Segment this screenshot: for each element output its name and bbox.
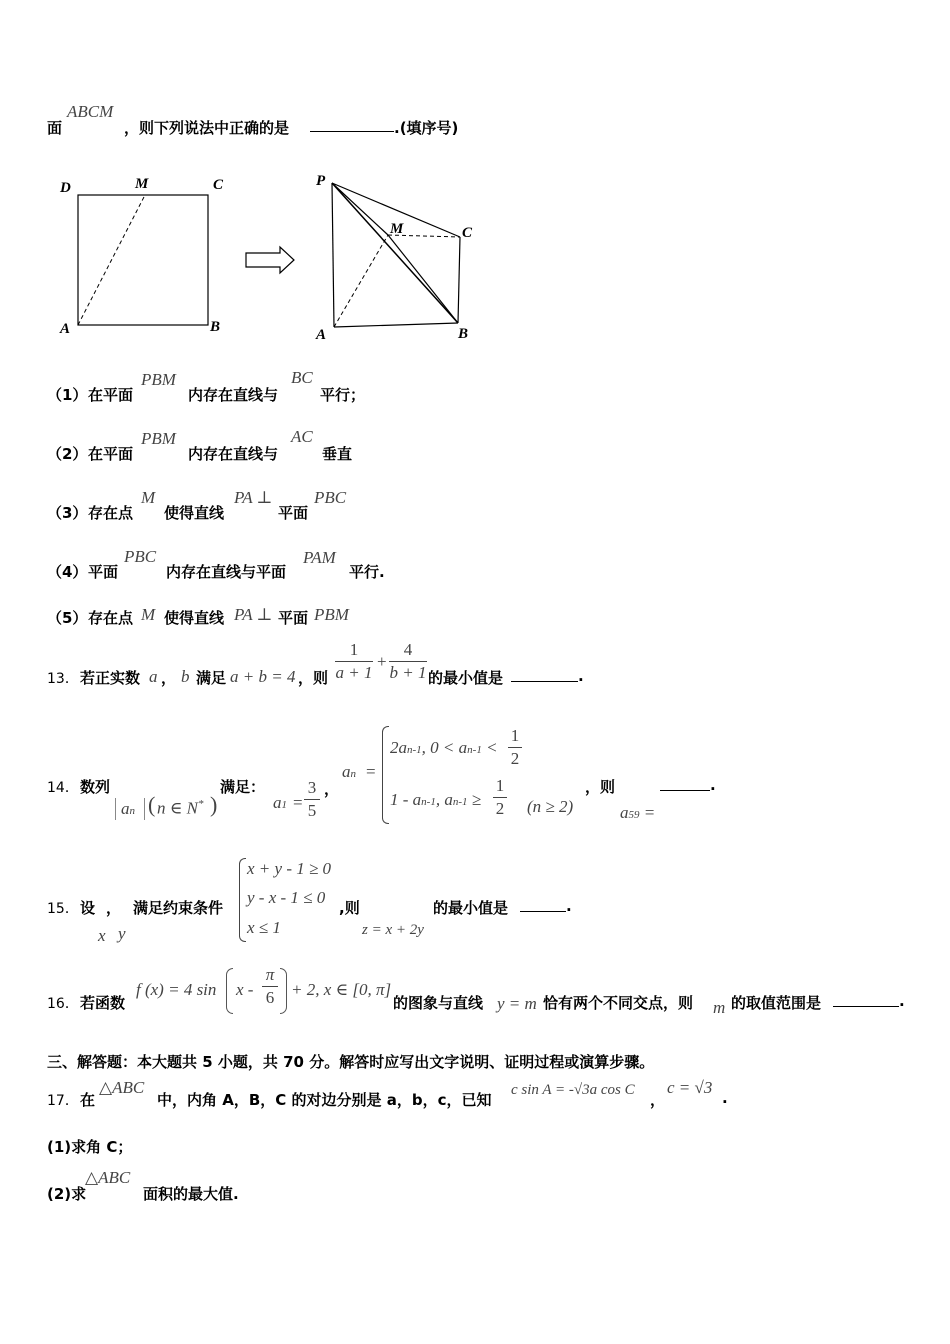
question-text: ， — [650, 1091, 666, 1109]
sequence-symbol: an — [121, 799, 135, 818]
right-paren — [280, 968, 287, 1014]
math-condition: a + b = 4 — [230, 667, 296, 686]
line-equation: y = m — [497, 994, 537, 1013]
right-arrow-icon — [246, 247, 294, 273]
fraction-1 — [335, 640, 373, 683]
fraction-half-1 — [508, 726, 522, 769]
constraint-3: x ≤ 1 — [247, 918, 281, 937]
statement-math: PA ⊥ — [234, 605, 273, 624]
intro-plane: ABCM — [67, 102, 114, 121]
question-text: . — [566, 897, 572, 915]
statement-math: PBM — [314, 605, 349, 624]
square-abcd — [78, 195, 208, 325]
question-text: 中，内角 A，B，C 的对边分别是 a，b，c，已知 — [157, 1091, 492, 1109]
question-text: ，则 — [298, 669, 329, 687]
triangle-symbol: △ABC — [85, 1168, 131, 1187]
math-var: b — [181, 667, 190, 686]
fraction-half-2 — [493, 776, 507, 819]
statement-text: 在平面 — [88, 445, 134, 463]
statement-math: PBC — [124, 547, 157, 566]
fraction-pi-6 — [262, 965, 278, 1008]
intro-text: ，则下列说法中正确的是 — [124, 119, 290, 137]
intro-suffix: .(填序号) — [394, 119, 459, 137]
statement-text: 使得直线 — [164, 609, 225, 627]
fraction-numerator: 1 — [510, 726, 520, 745]
statement-number: （2） — [47, 445, 88, 463]
answer-blank — [310, 117, 394, 132]
statement-math: M — [141, 605, 156, 624]
question-text: ， — [106, 899, 122, 917]
statement-math: PBM — [141, 370, 176, 389]
statement-math: BC — [291, 368, 313, 387]
question-number: 17． — [47, 1093, 79, 1109]
statement-text: 平面 — [278, 609, 309, 627]
a1-symbol: a1 — [273, 793, 287, 812]
label-c-left: C — [213, 177, 224, 193]
fraction-a1 — [304, 778, 320, 821]
statement-math: PAM — [303, 548, 336, 567]
a59-symbol: a59 = — [620, 803, 656, 822]
label-c-right: C — [462, 225, 473, 241]
fraction-numerator: 4 — [403, 640, 413, 659]
fraction-denominator: b + 1 — [389, 663, 427, 682]
constraint-1: x + y - 1 ≥ 0 — [247, 859, 332, 878]
question-text: ， — [324, 780, 340, 798]
statement-text: 垂直 — [322, 445, 353, 463]
label-a-right: A — [316, 327, 327, 343]
label-b-right: B — [458, 326, 469, 342]
statement-math: PBC — [314, 488, 347, 507]
statement-math: M — [141, 488, 156, 507]
edge-pm — [332, 183, 388, 235]
question-number: 15． — [47, 901, 79, 917]
given-c-value: c = √3 — [667, 1078, 713, 1097]
an-symbol: an — [342, 762, 356, 781]
question-text: . — [899, 992, 905, 1010]
answer-blank — [833, 992, 899, 1007]
edge-mb — [388, 235, 458, 323]
statement-math: PA ⊥ — [234, 488, 273, 507]
function-domain: + 2, x ∈ [0, π] — [291, 980, 392, 999]
fraction-numerator: π — [265, 965, 275, 984]
statement-number: （3） — [47, 504, 88, 522]
question-text: 满足约束条件 — [133, 899, 224, 917]
question-text: 设 — [80, 899, 96, 917]
constraint-2: y - x - 1 ≤ 0 — [247, 888, 326, 907]
fraction-denominator: a + 1 — [335, 663, 373, 682]
label-m-right: M — [390, 221, 404, 237]
statement-text: 存在点 — [88, 609, 134, 627]
close-paren: ) — [210, 792, 218, 817]
function-expression: f (x) = 4 sin — [136, 980, 217, 999]
statement-number: （5） — [47, 609, 88, 627]
dashed-am-right — [334, 235, 388, 327]
label-m-left: M — [135, 176, 149, 192]
statement-math: PBM — [141, 429, 176, 448]
case-1: 2an-1, 0 < an-1 < — [390, 738, 498, 757]
triangle-symbol: △ABC — [99, 1078, 145, 1097]
question-text: 满足 — [196, 669, 227, 687]
statement-text: 使得直线 — [164, 504, 225, 522]
sequence-domain: n ∈ N* — [157, 798, 204, 818]
fraction-denominator: 2 — [510, 749, 520, 768]
label-a-left: A — [60, 321, 71, 337]
equals-sign: = — [293, 793, 303, 812]
intro-prefix: 面 — [47, 119, 63, 137]
open-paren: ( — [148, 792, 156, 817]
statement-text: 内存在直线与 — [188, 386, 279, 404]
answer-blank — [660, 776, 710, 791]
answer-blank — [520, 897, 566, 912]
label-d: D — [60, 180, 71, 196]
fraction-denominator: 6 — [265, 988, 275, 1007]
plus-sign: + — [377, 652, 387, 671]
geometry-figure — [50, 165, 490, 345]
question-text: ,则 — [339, 899, 360, 917]
question-text: ， — [161, 669, 177, 687]
piecewise-brace — [382, 726, 389, 824]
question-text: 恰有两个不同交点，则 — [543, 994, 694, 1012]
question-text: 若函数 — [80, 994, 126, 1012]
edge-pa — [332, 183, 334, 327]
fraction-2 — [389, 640, 427, 683]
equals-sign: = — [366, 762, 376, 781]
statement-text: 存在点 — [88, 504, 134, 522]
statement-text: 平面 — [278, 504, 309, 522]
part-2: (2)求 — [47, 1185, 87, 1203]
statement-text: 平面 — [88, 563, 119, 581]
math-var: x — [98, 926, 106, 945]
function-inner: x - — [236, 980, 254, 999]
statement-text: 平行； — [320, 386, 366, 404]
math-var: a — [149, 667, 158, 686]
fraction-denominator: 5 — [307, 801, 317, 820]
question-text: 的最小值是 — [433, 899, 509, 917]
statement-text: 在平面 — [88, 386, 134, 404]
question-number: 13． — [47, 671, 79, 687]
left-paren — [226, 968, 233, 1014]
fraction-numerator: 1 — [495, 776, 505, 795]
label-p: P — [316, 173, 326, 189]
question-number: 16． — [47, 996, 79, 1012]
constraint-brace — [239, 858, 246, 942]
question-text: . — [722, 1089, 728, 1107]
statement-number: （1） — [47, 386, 88, 404]
answer-blank — [511, 667, 578, 682]
question-text: 数列 — [80, 778, 111, 796]
part-1: (1)求角 C； — [47, 1138, 133, 1156]
fraction-denominator: 2 — [495, 799, 505, 818]
question-text: 若正实数 — [80, 669, 141, 687]
section-heading: 三、解答题：本大题共 5 小题，共 70 分。解答时应写出文字说明、证明过程或演算步骤。 — [47, 1053, 655, 1071]
question-text: 的最小值是 — [428, 669, 504, 687]
question-text: 的取值范围是 — [731, 994, 822, 1012]
part-2-text: 面积的最大值. — [143, 1185, 239, 1203]
n-condition: (n ≥ 2) — [527, 797, 574, 816]
edge-pb — [332, 183, 458, 323]
edge-bc — [458, 237, 460, 323]
case-2: 1 - an-1, an-1 ≥ — [390, 790, 482, 809]
math-var: m — [713, 998, 726, 1017]
edge-ab — [334, 323, 458, 327]
statement-number: （4） — [47, 563, 88, 581]
math-var: y — [118, 924, 126, 943]
statement-text: 内存在直线与 — [188, 445, 279, 463]
label-b-left: B — [210, 319, 221, 335]
fraction-numerator: 1 — [349, 640, 359, 659]
objective-function: z = x + 2y — [362, 922, 424, 938]
question-text: 的图象与直线 — [393, 994, 484, 1012]
question-text: ，则 — [585, 778, 616, 796]
question-text: 满足： — [220, 778, 266, 796]
dashed-am — [78, 195, 145, 325]
question-number: 14． — [47, 780, 79, 796]
fraction-numerator: 3 — [307, 778, 317, 797]
statement-text: 内存在直线与平面 — [166, 563, 287, 581]
statement-math: AC — [291, 427, 313, 446]
question-text: . — [578, 667, 584, 685]
statement-text: 平行. — [349, 563, 385, 581]
question-text: 在 — [80, 1091, 96, 1109]
question-text: . — [710, 776, 716, 794]
given-condition: c sin A = -√3a cos C — [511, 1082, 635, 1098]
